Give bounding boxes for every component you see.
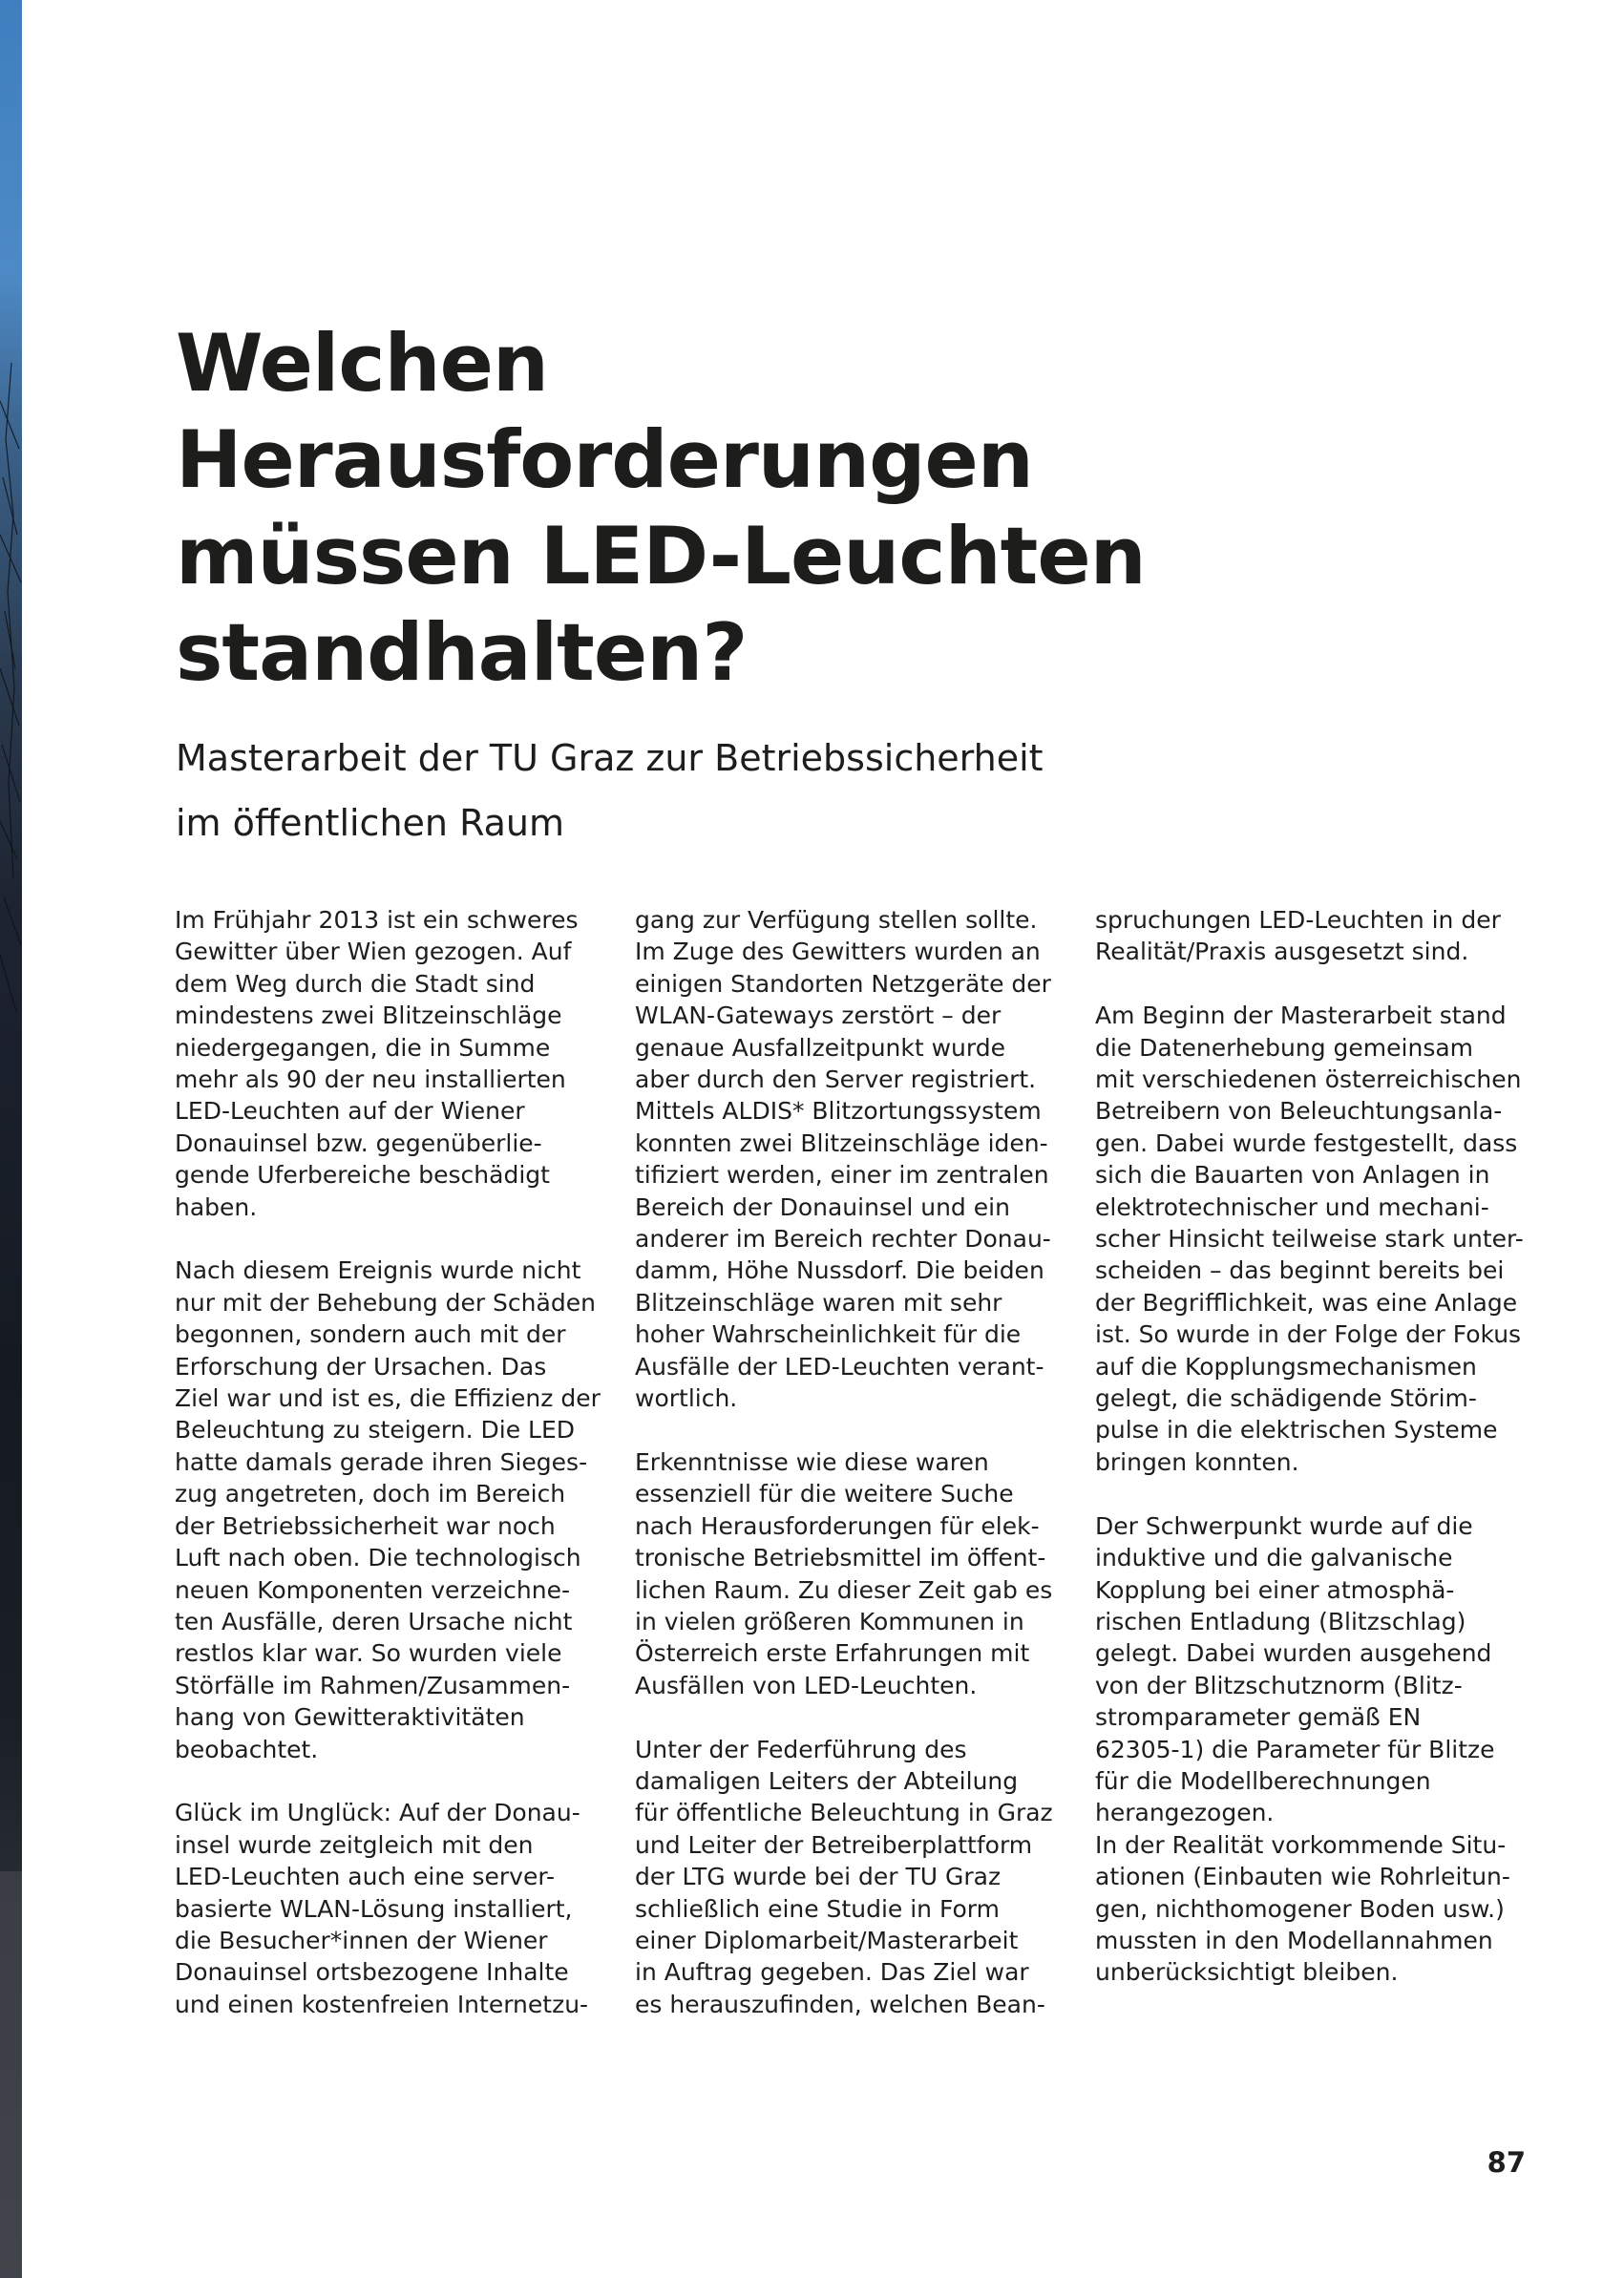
body-text-line: wortlich.: [635, 1384, 738, 1413]
body-text-line: lichen Raum. Zu dieser Zeit gab es: [635, 1575, 1053, 1604]
body-text-line: mit verschiedenen österreichischen: [1095, 1065, 1522, 1094]
text-column-2: [635, 904, 1074, 2020]
body-text-line: und Leiter der Betreiberplattform: [635, 1830, 1033, 1859]
body-text-line: für die Modellberechnungen: [1095, 1766, 1431, 1795]
paragraph-gap: [635, 1701, 1074, 1733]
title-line: Herausforderungen: [176, 413, 1033, 506]
paragraph-gap: [1095, 1478, 1534, 1509]
body-text-line: Gewitter über Wien gezogen. Auf: [175, 938, 572, 966]
body-text-line: herangezogen.: [1095, 1799, 1275, 1827]
body-text-line: bringen konnten.: [1095, 1447, 1299, 1476]
body-text-line: scher Hinsicht teilweise stark unter-: [1095, 1225, 1524, 1254]
body-text-line: ist. So wurde in der Folge der Fokus: [1095, 1320, 1522, 1349]
body-text-line: und einen kostenfreien Internetzu-: [175, 1990, 589, 2018]
body-text-line: nur mit der Behebung der Schäden: [175, 1288, 596, 1317]
body-text-line: Im Zuge des Gewitters wurden an: [635, 938, 1041, 966]
body-text-line: LED-Leuchten auf der Wiener: [175, 1097, 525, 1126]
body-text-line: begonnen, sondern auch mit der: [175, 1320, 566, 1349]
body-text-line: mindestens zwei Blitzeinschläge: [175, 1002, 562, 1030]
body-text-line: WLAN-Gateways zerstört – der: [635, 1002, 1002, 1030]
body-text-line: restlos klar war. So wurden viele: [175, 1639, 562, 1668]
body-text-line: LED-Leuchten auch eine server-: [175, 1863, 556, 1891]
paragraph-gap: [175, 1765, 614, 1797]
body-text-line: niedergegangen, die in Summe: [175, 1033, 551, 1062]
body-text-line: stromparameter gemäß EN: [1095, 1703, 1422, 1732]
page-number: 87: [1487, 2146, 1526, 2179]
body-text-line: Im Frühjahr 2013 ist ein schweres: [175, 906, 579, 934]
body-text-line: tronische Betriebsmittel im öffent-: [635, 1544, 1046, 1572]
body-text-line: anderer im Bereich rechter Donau-: [635, 1225, 1051, 1254]
body-text-line: konnten zwei Blitzeinschläge iden-: [635, 1128, 1048, 1157]
body-text-line: damm, Höhe Nussdorf. Die beiden: [635, 1256, 1044, 1285]
body-text-line: beobachtet.: [175, 1735, 319, 1763]
body-text-line: Kopplung bei einer atmosphä-: [1095, 1575, 1455, 1604]
body-text-line: Am Beginn der Masterarbeit stand: [1095, 1002, 1507, 1030]
body-text-line: gende Uferbereiche beschädigt: [175, 1161, 550, 1190]
body-text-line: induktive und die galvanische: [1095, 1544, 1453, 1572]
body-text-line: nach Herausforderungen für elek-: [635, 1511, 1040, 1540]
body-text-line: rischen Entladung (Blitzschlag): [1095, 1607, 1466, 1635]
body-text-line: haben.: [175, 1192, 258, 1221]
body-text-line: der Betriebssicherheit war noch: [175, 1511, 556, 1540]
body-text-line: auf die Kopplungsmechanismen: [1095, 1352, 1477, 1381]
title-line: Welchen: [176, 317, 549, 410]
body-text-line: gang zur Verfügung stellen sollte.: [635, 906, 1038, 934]
body-text-line: mehr als 90 der neu installierten: [175, 1065, 566, 1094]
body-text-line: mussten in den Modellannahmen: [1095, 1926, 1493, 1954]
text-column-1: [175, 904, 614, 2020]
body-text-line: Blitzeinschläge waren mit sehr: [635, 1288, 1002, 1317]
body-text-line: damaligen Leiters der Abteilung: [635, 1766, 1019, 1795]
body-text-line: einer Diplomarbeit/Masterarbeit: [635, 1926, 1019, 1954]
body-text-line: essenziell für die weitere Suche: [635, 1480, 1014, 1508]
body-text-line: tifiziert werden, einer im zentralen: [635, 1161, 1049, 1190]
body-text-line: gelegt. Dabei wurden ausgehend: [1095, 1639, 1492, 1668]
subtitle-line: im öffentlichen Raum: [176, 802, 565, 844]
article-title: [176, 315, 1226, 701]
body-text-line: Nach diesem Ereignis wurde nicht: [175, 1256, 581, 1285]
body-text-line: Der Schwerpunkt wurde auf die: [1095, 1511, 1473, 1540]
body-text-line: dem Weg durch die Stadt sind: [175, 969, 536, 998]
body-text-line: Donauinsel bzw. gegenüberlie-: [175, 1128, 542, 1157]
body-text-line: Störfälle im Rahmen/Zusammen-: [175, 1671, 571, 1699]
body-text-line: es herauszufinden, welchen Bean-: [635, 1990, 1045, 2018]
body-text-line: gen, nichthomogener Boden usw.): [1095, 1894, 1505, 1923]
body-text-line: die Besucher*innen der Wiener: [175, 1926, 548, 1954]
body-text-line: In der Realität vorkommende Situ-: [1095, 1830, 1507, 1859]
body-text-line: ationen (Einbauten wie Rohrleitun-: [1095, 1863, 1510, 1891]
body-text-line: Realität/Praxis ausgesetzt sind.: [1095, 938, 1469, 966]
body-text-line: Bereich der Donauinsel und ein: [635, 1192, 1010, 1221]
cover-photo-edge: [0, 0, 22, 2278]
body-text-line: Erforschung der Ursachen. Das: [175, 1352, 547, 1381]
body-text-line: ten Ausfälle, deren Ursache nicht: [175, 1607, 573, 1635]
title-line: müssen LED-Leuchten: [176, 510, 1146, 602]
body-text-line: elektrotechnischer und mechani-: [1095, 1192, 1489, 1221]
body-text-line: Betreibern von Beleuchtungsanla-: [1095, 1097, 1503, 1126]
body-text-line: gen. Dabei wurde festgestellt, dass: [1095, 1128, 1518, 1157]
body-text-line: genaue Ausfallzeitpunkt wurde: [635, 1033, 1005, 1062]
text-column-3: [1095, 904, 1534, 1989]
body-text-line: Luft nach oben. Die technologisch: [175, 1544, 581, 1572]
body-text-line: Beleuchtung zu steigern. Die LED: [175, 1416, 575, 1445]
body-text-line: basierte WLAN-Lösung installiert,: [175, 1894, 573, 1923]
tree-branches-image: [0, 0, 22, 2278]
body-text-line: Unter der Federführung des: [635, 1735, 967, 1763]
body-text-line: Mittels ALDIS* Blitzortungssystem: [635, 1097, 1042, 1126]
body-text-line: Ziel war und ist es, die Effizienz der: [175, 1384, 601, 1413]
paragraph-gap: [635, 1415, 1074, 1446]
title-line: standhalten?: [176, 606, 748, 699]
body-text-line: einigen Standorten Netzgeräte der: [635, 969, 1051, 998]
body-text-line: pulse in die elektrischen Systeme: [1095, 1416, 1498, 1445]
paragraph-gap: [1095, 968, 1534, 1000]
body-text-line: in vielen größeren Kommunen in: [635, 1607, 1024, 1635]
body-text-line: schließlich eine Studie in Form: [635, 1894, 1000, 1923]
body-text-line: insel wurde zeitgleich mit den: [175, 1830, 534, 1859]
body-text-line: Ausfällen von LED-Leuchten.: [635, 1671, 978, 1699]
article-subtitle: [176, 726, 1321, 855]
body-text-line: Donauinsel ortsbezogene Inhalte: [175, 1958, 569, 1987]
body-text-line: sich die Bauarten von Anlagen in: [1095, 1161, 1490, 1190]
body-text-line: in Auftrag gegeben. Das Ziel war: [635, 1958, 1029, 1987]
body-text-line: Erkenntnisse wie diese waren: [635, 1447, 989, 1476]
body-text-line: hoher Wahrscheinlichkeit für die: [635, 1320, 1022, 1349]
body-text-line: neuen Komponenten verzeichne-: [175, 1575, 570, 1604]
body-text-line: gelegt, die schädigende Störim-: [1095, 1384, 1477, 1413]
body-text-line: Glück im Unglück: Auf der Donau-: [175, 1799, 580, 1827]
body-text-line: Österreich erste Erfahrungen mit: [635, 1639, 1030, 1668]
body-text-line: unberücksichtigt bleiben.: [1095, 1958, 1399, 1987]
body-text-line: der LTG wurde bei der TU Graz: [635, 1863, 1002, 1891]
body-text-line: hang von Gewitteraktivitäten: [175, 1703, 525, 1732]
body-text-line: hatte damals gerade ihren Sieges-: [175, 1447, 588, 1476]
body-text-line: die Datenerhebung gemeinsam: [1095, 1033, 1474, 1062]
body-text-line: für öffentliche Beleuchtung in Graz: [635, 1799, 1053, 1827]
subtitle-line: Masterarbeit der TU Graz zur Betriebssicherheit: [176, 737, 1044, 779]
body-text-line: der Begrifflichkeit, was eine Anlage: [1095, 1288, 1518, 1317]
body-text-line: scheiden – das beginnt bereits bei: [1095, 1256, 1505, 1285]
body-text-line: 62305-1) die Parameter für Blitze: [1095, 1735, 1495, 1763]
paragraph-gap: [175, 1223, 614, 1255]
body-text-line: von der Blitzschutznorm (Blitz-: [1095, 1671, 1463, 1699]
body-text-line: zug angetreten, doch im Bereich: [175, 1480, 566, 1508]
body-text-line: Ausfälle der LED-Leuchten verant-: [635, 1352, 1044, 1381]
body-text-line: aber durch den Server registriert.: [635, 1065, 1037, 1094]
body-text-line: spruchungen LED-Leuchten in der: [1095, 906, 1501, 934]
